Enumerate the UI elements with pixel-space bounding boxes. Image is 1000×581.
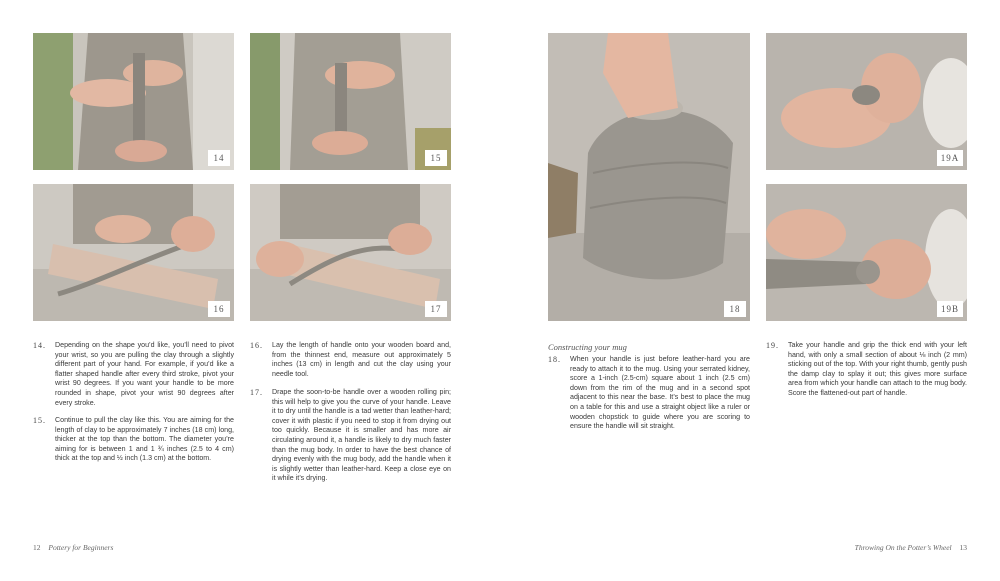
step-19 xyxy=(766,341,967,399)
step-number: 18. xyxy=(548,355,561,364)
photo-step-19b xyxy=(766,184,967,321)
photo-number-badge: 15 xyxy=(425,150,447,166)
step-number: 15. xyxy=(33,416,46,425)
photo-number-badge: 17 xyxy=(425,301,447,317)
step-17 xyxy=(250,388,451,484)
step-text: Depending on the shape you’d like, you’ll need to pivot your wrist, so you are pulling the clay through a slightly different part of your hand. For example, if you’d like a flatter shaped handle after every third stroke, pivot your wrist 90 degrees. If you want your handle to be more rounded in shape, pivot your wrist 90 degrees after every stroke. xyxy=(55,341,234,407)
step-text: When your handle is just before leather-hard you are ready to attach it to the mug. Using your serrated kidney, score a 1-inch (2.5-cm) square about 1 inch (2.5 cm) down from the rim of the mug and in a second spot adjacent to this near the base. It’s best to place the mug on a table for this and use a straight object like a ruler or wooden chopstick to guide where you are scoring to ensure the handle will sit straight. xyxy=(570,355,750,431)
photo-step-14 xyxy=(33,33,234,170)
photo-number-badge: 16 xyxy=(208,301,230,317)
page-number: 13 xyxy=(959,543,967,552)
footer-right xyxy=(855,543,967,552)
step-number: 14. xyxy=(33,341,46,350)
page-number: 12 xyxy=(33,543,41,552)
step-14 xyxy=(33,341,234,408)
book-title: Pottery for Beginners xyxy=(48,543,114,552)
photo-step-18 xyxy=(548,33,750,321)
chapter-title: Throwing On the Potter’s Wheel xyxy=(854,543,952,552)
photo-step-15 xyxy=(250,33,451,170)
step-text: Lay the length of handle onto your wooden board and, from the thinnest end, measure out approximately 5 inches (13 cm) in length and cut the clay using your needle tool. xyxy=(272,341,451,378)
step-number: 19. xyxy=(766,341,779,350)
step-16 xyxy=(250,341,451,379)
photo-step-19a xyxy=(766,33,967,170)
step-18 xyxy=(548,355,750,432)
section-heading: Constructing your mug xyxy=(548,342,627,352)
photo-number-badge: 18 xyxy=(724,301,746,317)
photo-number-badge: 14 xyxy=(208,150,230,166)
step-15 xyxy=(33,416,234,464)
step-number: 16. xyxy=(250,341,263,350)
photo-step-16 xyxy=(33,184,234,321)
photo-number-badge: 19A xyxy=(937,150,963,166)
step-number: 17. xyxy=(250,388,263,397)
photo-number-badge: 19B xyxy=(937,301,963,317)
step-text: Drape the soon-to-be handle over a wooden rolling pin; this will help to give you the curve of your handle. Leave it to dry until the handle is a tad wetter than leather-hard; cover it with plastic if you need to stop it from drying out too quickly. Because it is smaller and has more air circulating around it, a handle is likely to dry much faster than the mug body. In order to have the best chance of drying evenly with the mug body, add the handle when it is slightly wetter than leather-hard. Keep a close eye on it while it’s drying. xyxy=(272,388,451,483)
photo-step-17 xyxy=(250,184,451,321)
step-text: Continue to pull the clay like this. You are aiming for the length of clay to be approximately 7 inches (18 cm) long, thicker at the top than the bottom. The diameter you’re aiming for is between 1 and 1 ¾ inches (2.5 to 4 cm) thick at the top and ½ inch (1.3 cm) at the bottom. xyxy=(55,416,234,463)
footer-left xyxy=(33,543,113,552)
step-text: Take your handle and grip the thick end with your left hand, with only a small section of about ⅛ inch (2 mm) sticking out of the top. With your right thumb, gently push the damp clay to splay it out; this gives more surface area from which your handle can attach to the mug body. Score the flattened-out part of handle. xyxy=(788,341,967,397)
